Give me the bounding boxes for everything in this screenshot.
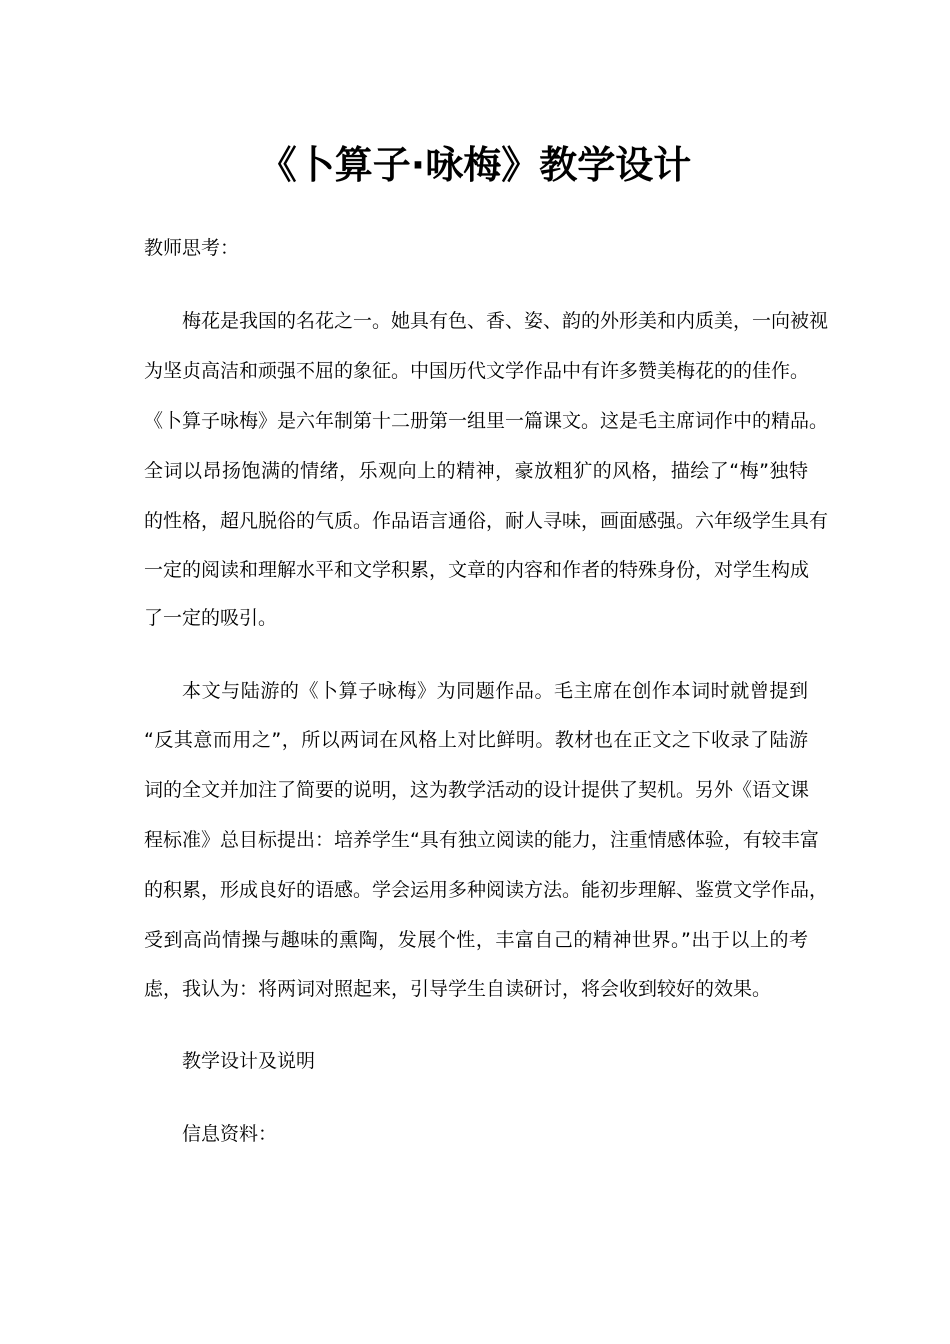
paragraph-line: “反其意而用之”，所以两词在风格上对比鲜明。教材也在正文之下收录了陆游 <box>144 729 808 751</box>
section-heading-info: 信息资料： <box>182 1123 278 1145</box>
paragraph-line: 受到高尚情操与趣味的熏陶，发展个性，丰富自己的精神世界。”出于以上的考 <box>144 929 808 951</box>
section-label: 教师思考： <box>144 237 240 259</box>
paragraph-line: 本文与陆游的《卜算子咏梅》为同题作品。毛主席在创作本词时就曾提到 <box>182 680 808 702</box>
paragraph-line: 的性格，超凡脱俗的气质。作品语言通俗，耐人寻味，画面感强。六年级学生具有 <box>144 510 829 532</box>
paragraph-line: 《卜算子咏梅》是六年制第十二册第一组里一篇课文。这是毛主席词作中的精品。 <box>144 410 829 432</box>
paragraph-line: 全词以昂扬饱满的情绪，乐观向上的精神，豪放粗犷的风格，描绘了“梅”独特 <box>144 460 808 482</box>
paragraph-line: 为坚贞高洁和顽强不屈的象征。中国历代文学作品中有许多赞美梅花的的佳作。 <box>144 360 810 382</box>
paragraph-line: 的积累，形成良好的语感。学会运用多种阅读方法。能初步理解、鉴赏文学作品， <box>144 879 829 901</box>
paragraph-line: 梅花是我国的名花之一。她具有色、香、姿、韵的外形美和内质美，一向被视 <box>182 310 829 332</box>
paragraph-line: 虑，我认为：将两词对照起来，引导学生自读研讨，将会收到较好的效果。 <box>144 978 772 1000</box>
paragraph-line: 一定的阅读和理解水平和文学积累，文章的内容和作者的特殊身份，对学生构成 <box>144 559 810 581</box>
paragraph-line: 词的全文并加注了简要的说明，这为教学活动的设计提供了契机。另外《语文课 <box>144 779 810 801</box>
section-heading-teaching-design: 教学设计及说明 <box>182 1050 316 1072</box>
document-title: 《卜算子·咏梅》教学设计 <box>258 143 692 187</box>
paragraph-line: 程标准》总目标提出：培养学生“具有独立阅读的能力，注重情感体验，有较丰富 <box>144 829 819 851</box>
paragraph-line: 了一定的吸引。 <box>144 607 278 629</box>
